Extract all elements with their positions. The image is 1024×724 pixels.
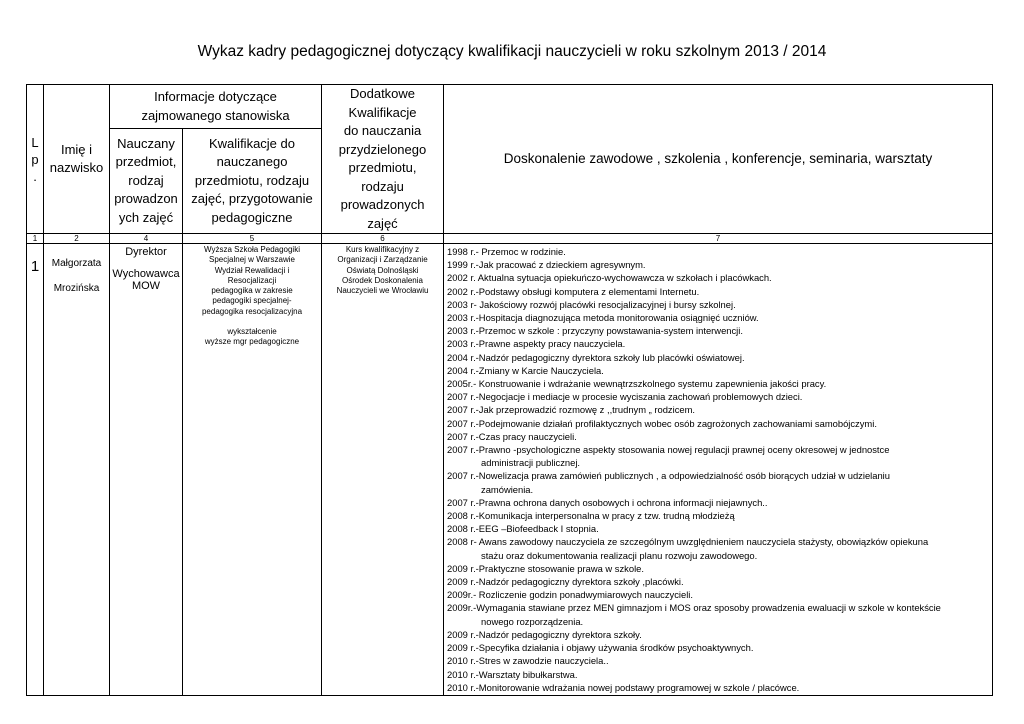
training-item: 2003 r.-Hospitacja diagnozująca metoda monitorowania osiągnięć uczniów. [447, 312, 759, 324]
row-additional-qualifications: Kurs kwalifikacyjny z Organizacji i Zarządzanie Oświatą Dolnośląski Ośrodek Doskonalenia Nauczycieli we Wrocławiu [322, 244, 444, 696]
qualifications-table [26, 84, 993, 696]
training-item: 1998 r.- Przemoc w rodzinie. [447, 246, 566, 257]
training-item: 2003 r.-Prawne aspekty pracy nauczyciela. [447, 338, 626, 350]
training-item: 2009r.- Rozliczenie godzin ponadwymiarowych nauczycieli. [447, 589, 693, 601]
header-additional-qualifications: Dodatkowe Kwalifikacje do nauczania przydzielonego przedmiotu, rodzaju prowadzonych zajęć [322, 85, 444, 234]
header-subject: Nauczany przedmiot, rodzaj prowadzon ych zajęć [110, 129, 183, 234]
header-position-info: Informacje dotyczące zajmowanego stanowiska [110, 85, 322, 129]
training-item: 2007 r.-Prawna ochrona danych osobowych i ochrona informacji niejawnych.. [447, 496, 768, 508]
header-lp: L p . [27, 85, 44, 234]
table-row [27, 244, 993, 696]
first-name: Małgorzata [51, 258, 102, 269]
header-name: Imię i nazwisko [44, 85, 110, 234]
training-item: 2010 r.-Warsztaty bibułkarstwa. [447, 668, 578, 680]
column-number: 4 [110, 234, 183, 244]
training-item: 2005r.- Konstruowanie i wdrażanie wewnątrzszkolnego systemu zapewnienia jakości pracy. [447, 378, 827, 390]
education-degree: wyższe mgr pedagogiczne [204, 337, 300, 347]
training-item: 2008 r.-EEG –Biofeedback I stopnia. [447, 523, 599, 535]
training-item: 2010 r.-Stres w zawodzie nauczyciela.. [447, 655, 609, 667]
training-item: 2007 r.-Negocjacje i mediacje w procesie wyciszania zachowań problemowych dzieci. [447, 391, 803, 403]
training-item: 2007 r.-Jak przeprowadzić rozmowę z ,,trudnym „ rodzicem. [447, 404, 696, 416]
training-item: 2009r.-Wymagania stawiane przez MEN gimnazjom i MOS oraz sposoby prowadzenia ewaluacji w szkole w kontekście [447, 602, 941, 614]
training-item: 2008 r- Awans zawodowy nauczyciela ze szczególnym uwzględnieniem nauczyciela stażysty, obowiązków opiekuna [447, 536, 929, 548]
training-item: 2009 r.-Nadzór pedagogiczny dyrektora szkoły. [447, 628, 642, 640]
training-item: 2008 r.-Komunikacja interpersonalna w pracy z tzw. trudną młodzieżą [447, 510, 735, 522]
training-item: 2004 r.-Zmiany w Karcie Nauczyciela. [447, 364, 604, 376]
training-item: 2007 r.-Podejmowanie działań profilaktycznych wobec osób zagrożonych zachowaniami samobójczymi. [447, 417, 877, 429]
row-name [44, 244, 110, 696]
column-number: 6 [322, 234, 444, 244]
document-title: Wykaz kadry pedagogicznej dotyczący kwalifikacji nauczycieli w roku szkolnym 2013 / 2014 [197, 43, 827, 60]
last-name: Mrozińska [53, 282, 100, 294]
training-item: 2003 r.-Przemoc w szkole : przyczyny powstawania-system interwencji. [447, 325, 743, 337]
training-item: 2009 r.-Specyfika działania i objawy używania środków psychoaktywnych. [447, 642, 754, 654]
training-item: 2007 r.-Prawno -psychologiczne aspekty stosowania nowej regulacji prawnej oceny okresowej w jednostce [447, 444, 890, 456]
row-lp: 1 [27, 244, 44, 696]
column-number: 7 [444, 234, 993, 244]
training-item: 2003 r- Jakościowy rozwój placówki resocjalizacyjnej i bursy szkolnej. [447, 298, 736, 310]
column-number: 5 [183, 234, 322, 244]
training-item: 2002 r. Aktualna sytuacja opiekuńczo-wychowawcza w szkołach i placówkach. [447, 272, 772, 284]
training-item-continuation: zamówienia. [481, 483, 534, 495]
training-item: 2002 r.-Podstawy obsługi komputera z elementami Internetu. [447, 285, 700, 297]
education: wykształcenie [227, 327, 277, 337]
header-training: Doskonalenie zawodowe , szkolenia , konferencje, seminaria, warsztaty [444, 85, 993, 234]
training-item: 2009 r.-Nadzór pedagogiczny dyrektora szkoły ,placówki. [447, 576, 684, 588]
training-item: 2007 r.-Nowelizacja prawa zamówień publicznych , a odpowiedzialność osób biorących udział w udzielaniu [447, 470, 890, 482]
row-subject: Dyrektor Wychowawca MOW [110, 244, 183, 696]
training-item: 1999 r.-Jak pracować z dzieckiem agresywnym. [447, 259, 646, 271]
training-item: 2004 r.-Nadzór pedagogiczny dyrektora szkoły lub placówki oświatowej. [447, 351, 745, 363]
column-number: 1 [27, 234, 44, 244]
row-qualifications: Wyższa Szkoła Pedagogiki Specjalnej w Warszawie Wydział Rewalidacji i Resocjalizacji pedagogika w zakresie pedagogiki specjalnej- pedagogika resocjalizacyjna wykształcenie wyższe mgr pedagogiczne [183, 244, 322, 696]
training-item: 2010 r.-Monitorowanie wdrażania nowej podstawy programowej w szkole / placówce. [447, 681, 800, 693]
training-item-continuation: nowego rozporządzenia. [481, 615, 584, 627]
training-item-continuation: stażu oraz dokumentowania realizacji planu rozwoju zawodowego. [481, 549, 758, 561]
column-number-row [27, 234, 993, 244]
row-training-list [444, 244, 993, 696]
training-item-continuation: administracji publicznej. [481, 457, 581, 469]
column-number: 2 [44, 234, 110, 244]
training-item: 2007 r.-Czas pracy nauczycieli. [447, 430, 577, 442]
training-item: 2009 r.-Praktyczne stosowanie prawa w szkole. [447, 562, 644, 574]
position: Dyrektor [125, 246, 167, 258]
header-qualifications: Kwalifikacje do nauczanego przedmiotu, rodzaju zajęć, przygotowanie pedagogiczne [183, 129, 322, 234]
